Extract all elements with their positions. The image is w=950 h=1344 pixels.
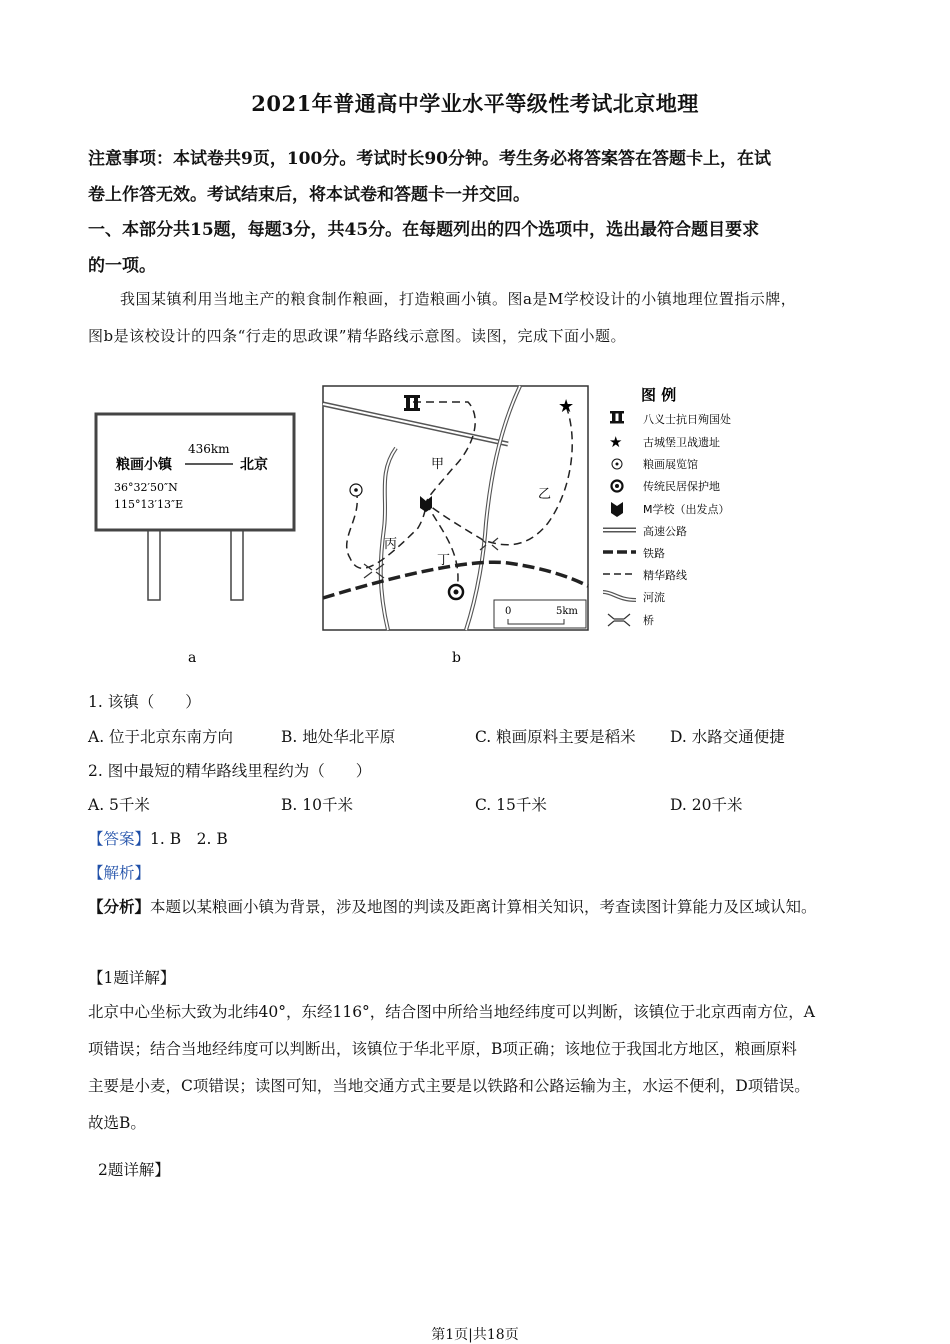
svg-text:★: ★ (609, 433, 623, 451)
svg-text:河流: 河流 (643, 591, 665, 604)
svg-text:精华路线: 精华路线 (643, 569, 687, 582)
map-legend (603, 386, 731, 627)
scale-zero: 0 (505, 606, 512, 617)
section-line-1: 一、本部分共15题，每题3分，共45分。在每题列出的四个选项中，选出最符合题目要求 (88, 220, 760, 240)
figure-b-label: b (452, 650, 461, 666)
detail-1-line-1: 北京中心坐标大致为北纬40°，东经116°，结合图中所给当地经纬度可以判断，该镇位于北京西南方位，A (88, 1003, 816, 1021)
detail-2-heading: 2题详解】 (98, 1161, 170, 1179)
legend-item-route (603, 568, 687, 582)
legend-item-exhibit (612, 457, 698, 471)
question-2-option-b: B. 10千米 (281, 796, 353, 814)
legend-item-residence (612, 479, 721, 493)
page-footer: 第1页|共18页 (431, 1327, 519, 1343)
legend-item-school (611, 502, 730, 517)
question-2-stem: 2. 图中最短的精华路线里程约为（ ） (88, 762, 372, 780)
svg-text:铁路: 铁路 (643, 547, 665, 560)
notice-line-2: 卷上作答无效。考试结束后，将本试卷和答题卡一并交回。 (88, 185, 530, 205)
route-label-yi: 乙 (538, 487, 552, 502)
question-1-option-c: C. 粮画原料主要是稻米 (475, 728, 636, 746)
svg-text:M学校（出发点）: M学校（出发点） (643, 503, 730, 516)
svg-text:传统民居保护地: 传统民居保护地 (643, 480, 720, 493)
question-1-option-b: B. 地处华北平原 (281, 728, 396, 746)
question-1-option-a: A. 位于北京东南方向 (88, 728, 234, 746)
sign-distance: 436km (188, 442, 230, 456)
figure-b-map (323, 386, 588, 630)
question-2-option-d: D. 20千米 (670, 796, 743, 814)
analysis-label: 【解析】 (88, 864, 151, 882)
svg-text:粮画展览馆: 粮画展览馆 (643, 458, 698, 471)
detail-1-line-4: 故选B。 (88, 1114, 146, 1132)
analysis-line (88, 895, 817, 917)
legend-item-star (609, 433, 720, 451)
sign-lon: 115°13′13″E (114, 498, 184, 511)
sign-town: 粮画小镇 (116, 457, 172, 473)
detail-1-line-2: 项错误；结合当地经纬度可以判断出，该镇位于华北平原，B项正确；该地位于我国北方地区，粮画原料 (88, 1040, 797, 1058)
answer-line (88, 827, 228, 849)
route-label-jia: 甲 (431, 457, 445, 472)
detail-1-line-3: 主要是小麦，C项错误；读图可知，当地交通方式主要是以铁路和公路运输为主，水运不便利，D项错误。 (88, 1077, 810, 1095)
notice-line-1: 注意事项：本试卷共9页，100分。考试时长90分钟。考生务必将答案答在答题卡上，在试 (88, 149, 771, 169)
legend-item-bridge (608, 613, 654, 627)
detail-1-heading: 【1题详解】 (88, 969, 176, 987)
question-1-stem: 1. 该镇（ ） (88, 693, 201, 711)
figure-a-sign (96, 414, 294, 600)
question-1-option-d: D. 水路交通便捷 (670, 728, 785, 746)
dot-circle-icon (350, 484, 362, 496)
answer-label: 【答案】 (88, 830, 151, 848)
figure-a-label: a (188, 650, 197, 666)
intro-line-2: 图b是该校设计的四条“行走的思政课”精华路线示意图。读图，完成下面小题。 (88, 327, 626, 345)
scale-length: 5km (556, 606, 578, 617)
analysis-text: 本题以某粮画小镇为背景，涉及地图的判读及距离计算相关知识，考查读图计算能力及区域认知。 (150, 898, 817, 916)
legend-item-river (603, 590, 665, 604)
intro-line-1: 我国某镇利用当地主产的粮食制作粮画，打造粮画小镇。图a是M学校设计的小镇地理位置指示牌， (120, 290, 797, 308)
star-icon: ★ (558, 396, 575, 417)
sign-city: 北京 (240, 457, 268, 473)
legend-item-highway (603, 524, 687, 538)
double-circle-icon (449, 585, 463, 599)
sign-lat: 36°32′50″N (114, 481, 178, 494)
page-title: 2021年普通高中学业水平等级性考试北京地理 (251, 91, 699, 116)
legend-title: 图 例 (641, 386, 677, 404)
analysis-heading: 【分析】 (88, 897, 151, 916)
svg-text:高速公路: 高速公路 (643, 525, 687, 538)
answer-text: 1. B 2. B (150, 830, 228, 848)
route-label-bing: 丙 (384, 537, 398, 552)
legend-item-railway (603, 546, 665, 560)
section-line-2: 的一项。 (88, 256, 156, 276)
svg-text:古城堡卫战遗址: 古城堡卫战遗址 (643, 436, 720, 449)
svg-text:八义士抗日殉国处: 八义士抗日殉国处 (643, 413, 731, 426)
svg-text:桥: 桥 (643, 614, 654, 627)
map-figure (88, 378, 868, 678)
legend-item-memorial (610, 411, 731, 426)
question-2-option-a: A. 5千米 (88, 796, 150, 814)
question-2-option-c: C. 15千米 (475, 796, 547, 814)
route-label-ding: 丁 (437, 553, 451, 568)
